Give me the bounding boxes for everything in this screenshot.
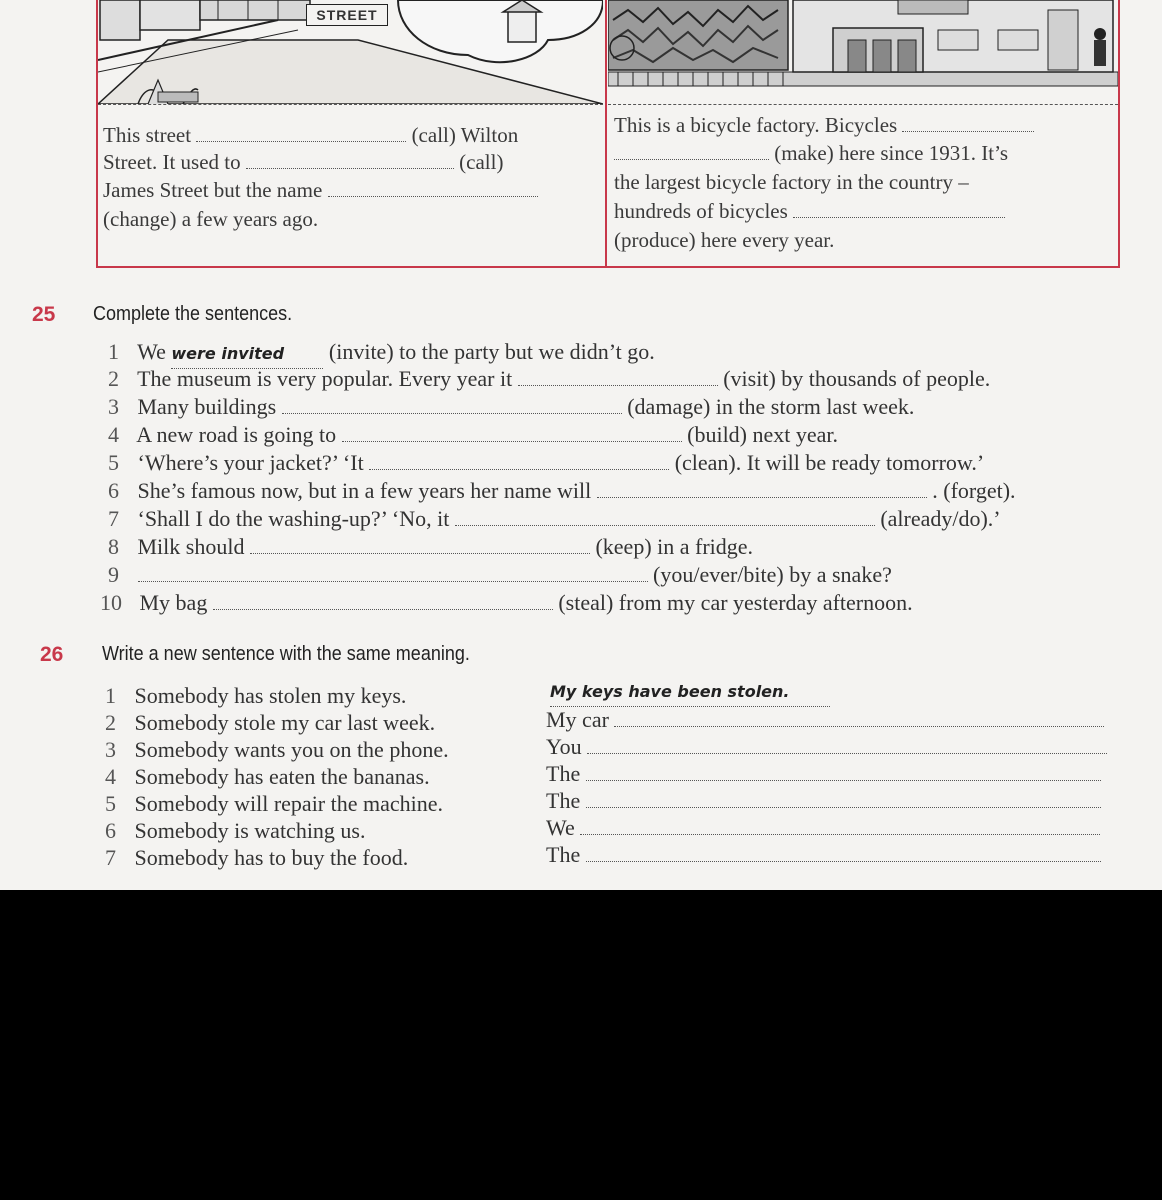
answer-field[interactable] <box>342 427 682 442</box>
ex26-item-7-sentence <box>105 844 408 872</box>
ex26-item-7-answer <box>546 841 1101 869</box>
handwritten-answer: My keys have been stolen. <box>550 682 790 701</box>
item-number: 5 <box>108 450 119 475</box>
item-text-before: Many buildings <box>137 394 277 419</box>
answer-blank[interactable] <box>246 152 454 169</box>
item-text-after: (steal) from my car yesterday afternoon. <box>558 590 913 615</box>
item-number: 4 <box>105 764 116 789</box>
item-text-before: ‘Where’s your jacket?’ ‘It <box>137 450 364 475</box>
item-text-after: (visit) by thousands of people. <box>723 366 991 391</box>
ex26-item-6-sentence <box>105 817 366 845</box>
answer-field[interactable] <box>282 399 622 414</box>
answer-field[interactable] <box>369 455 669 470</box>
text: the largest bicycle factory in the country – <box>614 170 969 194</box>
factory-illustration <box>608 0 1118 104</box>
left-text-line-3 <box>103 176 538 204</box>
sentence-start: You <box>546 734 582 759</box>
item-text-before: A new road is going to <box>136 422 337 447</box>
street-sign: STREET <box>306 4 388 26</box>
left-text-line-4 <box>103 205 318 233</box>
text: James Street but the name <box>103 178 323 202</box>
original-sentence: Somebody has to buy the food. <box>134 845 409 870</box>
right-text-line-4 <box>614 197 1005 225</box>
item-text-before: Milk should <box>137 534 245 559</box>
item-text-before: My bag <box>139 590 208 615</box>
original-sentence: Somebody has eaten the bananas. <box>134 764 430 789</box>
answer-field[interactable] <box>213 595 553 610</box>
answer-field[interactable] <box>455 511 875 526</box>
text: This street <box>103 123 192 147</box>
sentence-start: The <box>546 788 581 813</box>
item-text-after: (build) next year. <box>687 422 839 447</box>
ex26-item-5-sentence <box>105 790 443 818</box>
ex26-item-1-answer[interactable] <box>550 676 830 707</box>
original-sentence: Somebody stole my car last week. <box>134 710 436 735</box>
item-text-before: ‘Shall I do the washing-up?’ ‘No, it <box>137 506 450 531</box>
item-number: 7 <box>105 845 116 870</box>
text: hundreds of bicycles <box>614 199 788 223</box>
ex25-item-2 <box>108 365 990 393</box>
answer-field[interactable] <box>586 766 1101 781</box>
ex26-item-2-sentence <box>105 709 435 737</box>
right-text-line-2 <box>614 139 1008 167</box>
exercise-25-title: Complete the sentences. <box>93 303 293 325</box>
answer-field[interactable] <box>614 712 1104 727</box>
item-text-before: The museum is very popular. Every year it <box>137 366 513 391</box>
item-number: 6 <box>105 818 116 843</box>
item-number: 10 <box>100 590 122 615</box>
item-number: 1 <box>108 339 119 364</box>
right-text-line-1 <box>614 111 1034 139</box>
answer-field[interactable] <box>586 793 1101 808</box>
text: (change) a few years ago. <box>103 207 319 231</box>
answer-field[interactable] <box>587 739 1107 754</box>
box-divider <box>605 0 607 268</box>
left-text-line-1 <box>103 121 518 149</box>
answer-blank[interactable] <box>614 143 769 160</box>
sentence-start: The <box>546 842 581 867</box>
item-number: 3 <box>108 394 119 419</box>
answer-blank[interactable] <box>902 115 1034 132</box>
divider-line-left <box>98 104 603 105</box>
text: (call) Wilton <box>411 123 519 147</box>
item-text-before: We <box>137 339 166 364</box>
ex25-item-8 <box>108 533 753 561</box>
ex26-item-1-sentence <box>105 682 406 710</box>
item-number: 9 <box>108 562 119 587</box>
item-text-after: (you/ever/bite) by a snake? <box>653 562 892 587</box>
answer-field[interactable] <box>580 820 1100 835</box>
sentence-start: My car <box>546 707 609 732</box>
ex25-item-7 <box>108 505 1001 533</box>
original-sentence: Somebody has stolen my keys. <box>134 683 407 708</box>
item-number: 3 <box>105 737 116 762</box>
answer-field[interactable] <box>250 539 590 554</box>
exercise-26-number: 26 <box>40 643 64 666</box>
left-text-line-2 <box>103 148 503 176</box>
ex25-item-3 <box>108 393 914 421</box>
ex26-item-3-sentence <box>105 736 449 764</box>
ex26-item-4-answer <box>546 760 1101 788</box>
ex25-item-4 <box>108 421 838 449</box>
answer-field[interactable] <box>597 483 927 498</box>
item-number: 1 <box>105 683 116 708</box>
sentence-start: The <box>546 761 581 786</box>
text: (make) here since 1931. It’s <box>774 141 1009 165</box>
answer-field[interactable] <box>138 567 648 582</box>
answer-field[interactable] <box>550 676 830 707</box>
answer-blank[interactable] <box>328 180 538 197</box>
text: Street. It used to <box>103 150 241 174</box>
item-number: 4 <box>108 422 119 447</box>
item-text-before: She’s famous now, but in a few years her name will <box>137 478 592 503</box>
ex26-item-2-answer <box>546 706 1104 734</box>
item-number: 6 <box>108 478 119 503</box>
item-text-after: (damage) in the storm last week. <box>627 394 915 419</box>
item-text-after: (keep) in a fridge. <box>595 534 754 559</box>
exercise-25-number: 25 <box>32 303 56 326</box>
original-sentence: Somebody wants you on the phone. <box>134 737 449 762</box>
text: (produce) here every year. <box>614 228 835 252</box>
ex25-item-6 <box>108 477 1016 505</box>
answer-field[interactable] <box>518 371 718 386</box>
original-sentence: Somebody is watching us. <box>134 818 366 843</box>
ex26-item-6-answer <box>546 814 1100 842</box>
answer-blank[interactable] <box>793 201 1005 218</box>
text: (call) <box>459 150 504 174</box>
ex26-item-4-sentence <box>105 763 430 791</box>
item-number: 7 <box>108 506 119 531</box>
item-text-after: (invite) to the party but we didn’t go. <box>328 339 655 364</box>
exercise-26-title: Write a new sentence with the same meaning. <box>102 643 470 665</box>
ex25-item-10 <box>100 589 913 617</box>
item-number: 2 <box>105 710 116 735</box>
handwritten-answer: were invited <box>171 344 285 363</box>
right-text-line-3 <box>614 168 969 196</box>
right-text-line-5 <box>614 226 834 254</box>
ex25-item-5 <box>108 449 984 477</box>
original-sentence: Somebody will repair the machine. <box>134 791 444 816</box>
item-text-after: (clean). It will be ready tomorrow.’ <box>674 450 985 475</box>
divider-line-right <box>608 104 1118 105</box>
item-text-after: . (forget). <box>932 478 1016 503</box>
ex26-item-5-answer <box>546 787 1101 815</box>
answer-blank[interactable] <box>196 125 406 142</box>
ex25-item-9 <box>108 561 892 589</box>
sentence-start: We <box>546 815 575 840</box>
item-number: 8 <box>108 534 119 559</box>
item-number: 5 <box>105 791 116 816</box>
item-text-after: (already/do).’ <box>880 506 1001 531</box>
answer-field[interactable] <box>586 847 1101 862</box>
ex26-item-3-answer <box>546 733 1107 761</box>
text: This is a bicycle factory. Bicycles <box>614 113 898 137</box>
item-number: 2 <box>108 366 119 391</box>
